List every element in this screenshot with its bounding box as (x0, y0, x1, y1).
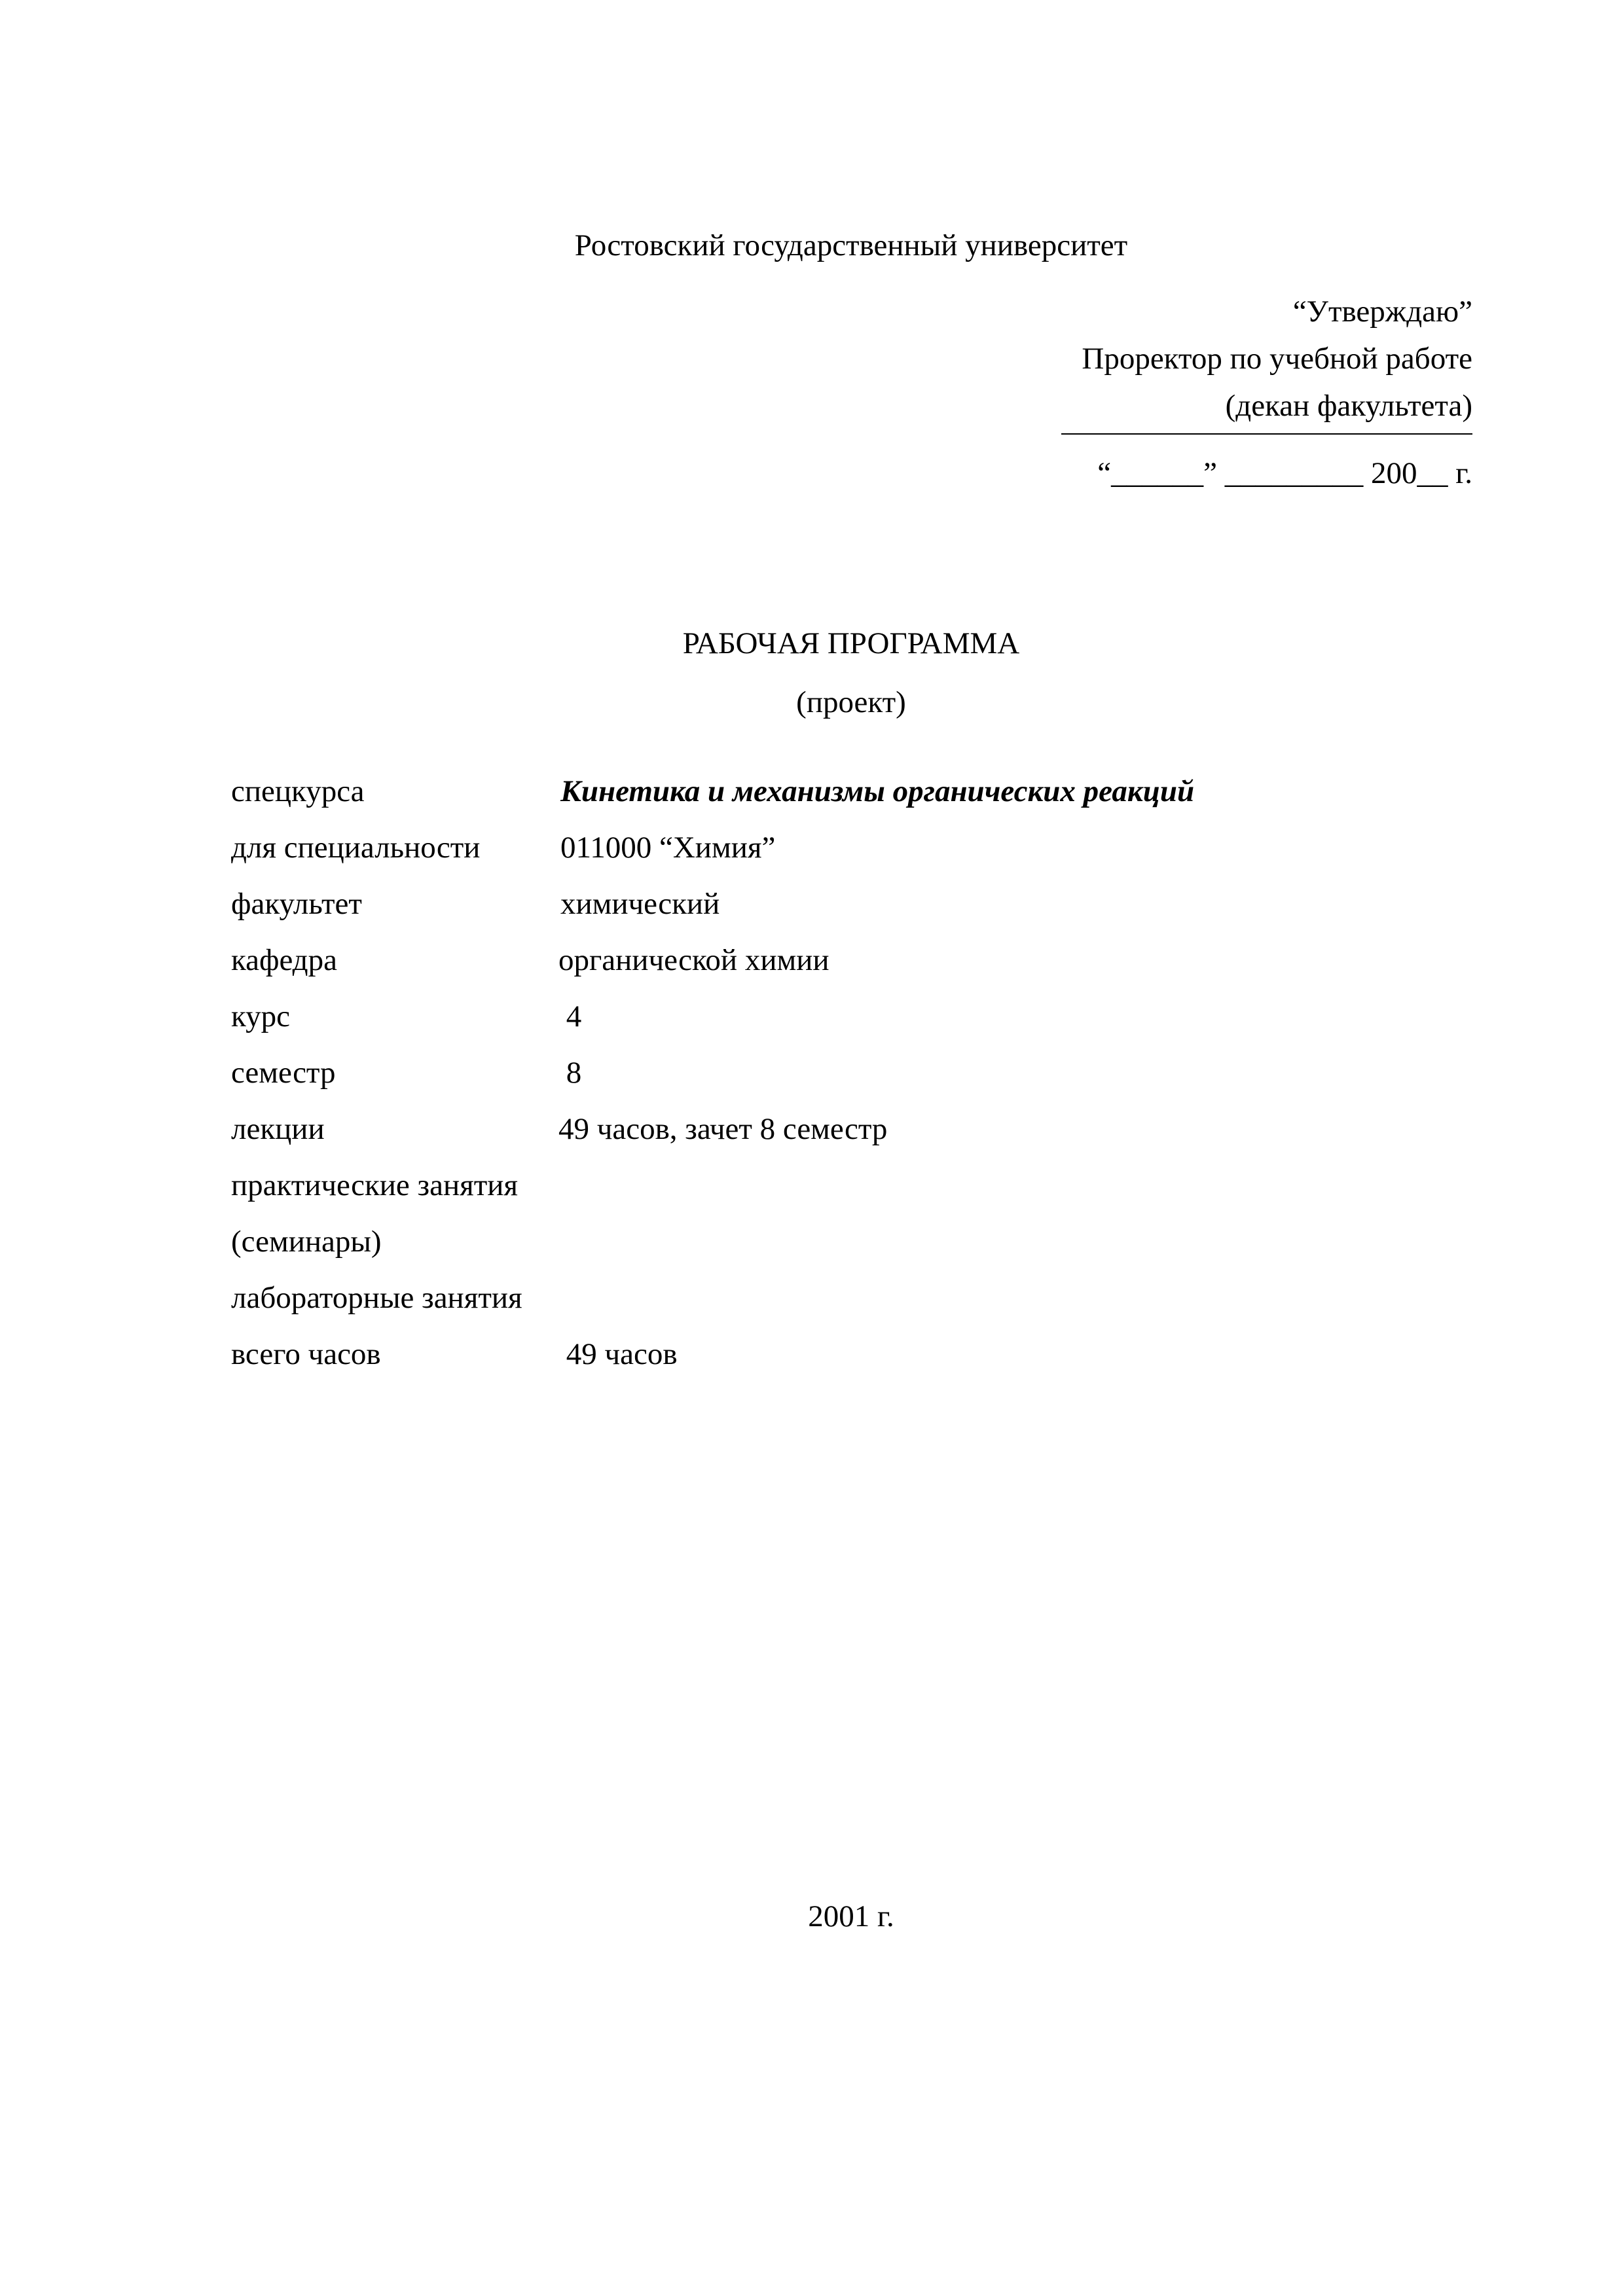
info-row-semester (231, 1058, 1410, 1097)
document-title: РАБОЧАЯ ПРОГРАММА (682, 626, 1020, 660)
info-value: 8 (558, 1056, 582, 1090)
info-row-total (231, 1339, 1410, 1378)
info-label: практические занятия (231, 1168, 519, 1202)
info-label: для специальности (231, 831, 481, 865)
info-label: факультет (231, 887, 362, 921)
info-row-lectures (231, 1114, 1410, 1153)
info-value: 011000 “Химия” (560, 831, 776, 865)
info-label: лекции (231, 1112, 325, 1146)
info-label: семестр (231, 1056, 336, 1090)
approval-position-alt: (декан факультета) (1225, 389, 1472, 423)
info-value: 49 часов (558, 1337, 678, 1371)
info-row-seminars (231, 1227, 1410, 1266)
info-label: курс (231, 999, 291, 1033)
approval-position: Проректор по учебной работе (1082, 342, 1472, 376)
course-name: Кинетика и механизмы органических реакций (560, 774, 1195, 808)
info-value: органической химии (558, 943, 830, 977)
approval-date-line: “______” _________ 200__ г. (1097, 456, 1472, 490)
info-row-lab (231, 1283, 1410, 1322)
university-name: Ростовский государственный университет (574, 228, 1128, 262)
approval-block (1082, 288, 1472, 429)
info-row-year (231, 1001, 1410, 1041)
info-label: лабораторные занятия (231, 1281, 522, 1315)
document-subtitle: (проект) (796, 685, 906, 719)
info-row-practical (231, 1170, 1410, 1210)
info-label: спецкурса (231, 774, 365, 808)
info-label: кафедра (231, 943, 337, 977)
signature-line (1061, 433, 1472, 435)
info-row-department (231, 945, 1410, 984)
info-row-faculty (231, 889, 1410, 928)
document-year: 2001 г. (808, 1899, 894, 1933)
info-value: 4 (558, 999, 582, 1033)
info-row-course (231, 776, 1410, 816)
info-label: (семинары) (231, 1225, 382, 1259)
info-row-specialty (231, 833, 1410, 872)
info-label: всего часов (231, 1337, 381, 1371)
approval-stamp: “Утверждаю” (1292, 295, 1472, 329)
info-value: 49 часов, зачет 8 семестр (558, 1112, 888, 1146)
info-value: химический (560, 887, 720, 921)
